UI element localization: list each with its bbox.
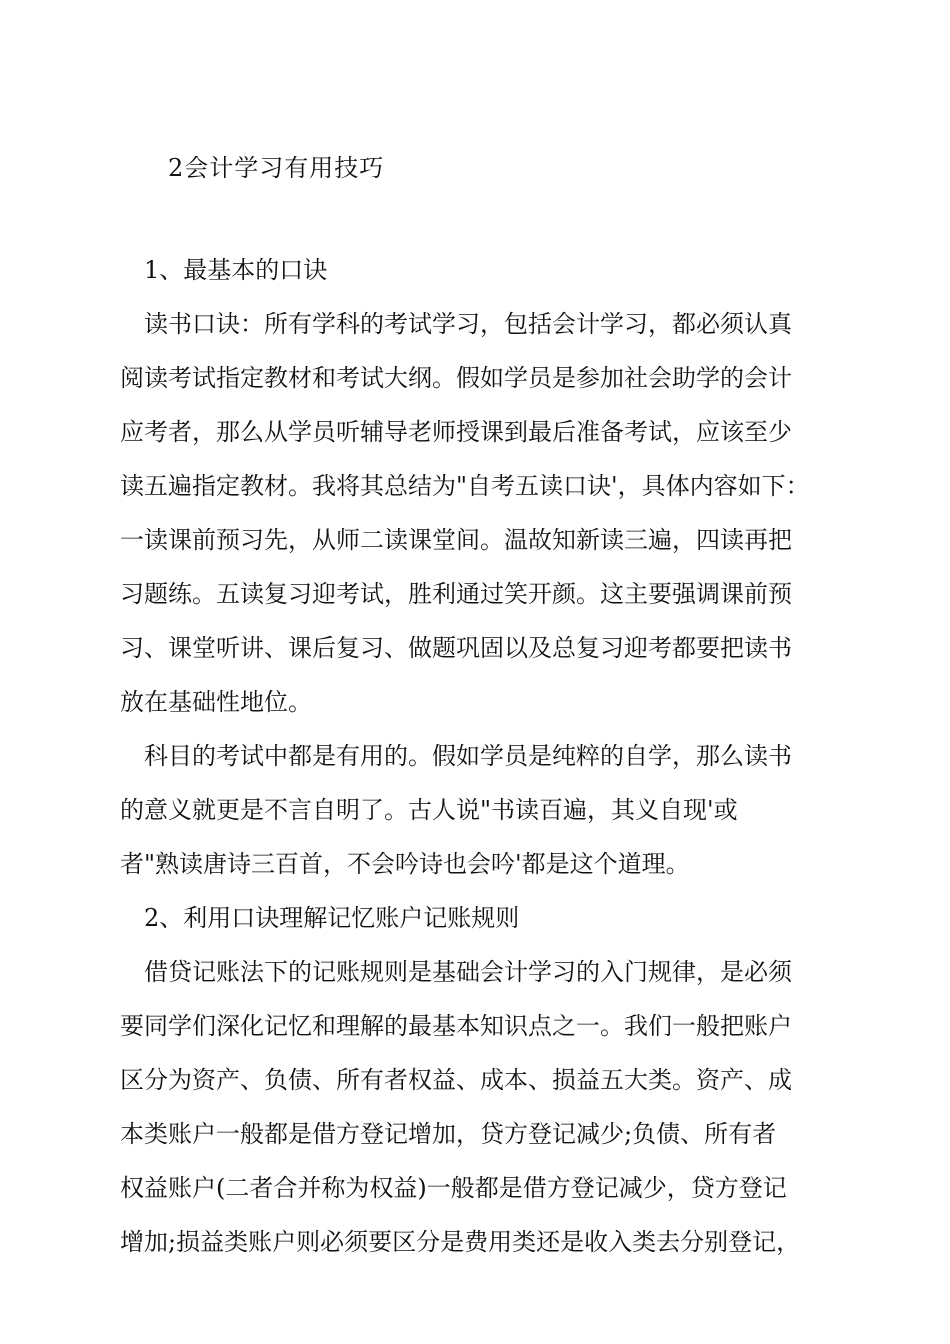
section-heading: 1、最基本的口诀 bbox=[144, 256, 328, 284]
paragraph-line: 区分为资产、负债、所有者权益、成本、损益五大类。资产、成 bbox=[120, 1066, 792, 1094]
paragraph-line: 要同学们深化记忆和理解的最基本知识点之一。我们一般把账户 bbox=[120, 1012, 792, 1040]
paragraph-line: 借贷记账法下的记账规则是基础会计学习的入门规律，是必须 bbox=[144, 958, 792, 986]
paragraph-line: 读书口诀：所有学科的考试学习，包括会计学习，都必须认真 bbox=[144, 310, 792, 338]
paragraph-line: 习、课堂听讲、课后复习、做题巩固以及总复习迎考都要把读书 bbox=[120, 634, 792, 662]
page-title: 2会计学习有用技巧 bbox=[168, 154, 385, 182]
document-body bbox=[120, 252, 832, 1278]
section-heading: 2、利用口诀理解记忆账户记账规则 bbox=[144, 904, 520, 932]
paragraph-line: 一读课前预习先，从师二读课堂间。温故知新读三遍，四读再把 bbox=[120, 526, 792, 554]
paragraph-line: 读五遍指定教材。我将其总结为"自考五读口诀'，具体内容如下： bbox=[120, 472, 810, 500]
paragraph-line: 的意义就更是不言自明了。古人说"书读百遍，其义自现'或 bbox=[120, 796, 738, 824]
paragraph-line: 科目的考试中都是有用的。假如学员是纯粹的自学，那么读书 bbox=[144, 742, 792, 770]
paragraph-line: 增加;损益类账户则必须要区分是费用类还是收入类去分别登记， bbox=[120, 1228, 801, 1256]
paragraph-line: 习题练。五读复习迎考试，胜利通过笑开颜。这主要强调课前预 bbox=[120, 580, 792, 608]
paragraph-line: 阅读考试指定教材和考试大纲。假如学员是参加社会助学的会计 bbox=[120, 364, 792, 392]
paragraph-line: 者"熟读唐诗三百首，不会吟诗也会吟'都是这个道理。 bbox=[120, 850, 690, 878]
paragraph-line: 应考者，那么从学员听辅导老师授课到最后准备考试，应该至少 bbox=[120, 418, 792, 446]
paragraph-line: 放在基础性地位。 bbox=[120, 688, 312, 716]
paragraph-line: 权益账户(二者合并称为权益)一般都是借方登记减少，贷方登记 bbox=[120, 1174, 787, 1202]
paragraph-line: 本类账户一般都是借方登记增加，贷方登记减少;负债、所有者 bbox=[120, 1120, 777, 1148]
